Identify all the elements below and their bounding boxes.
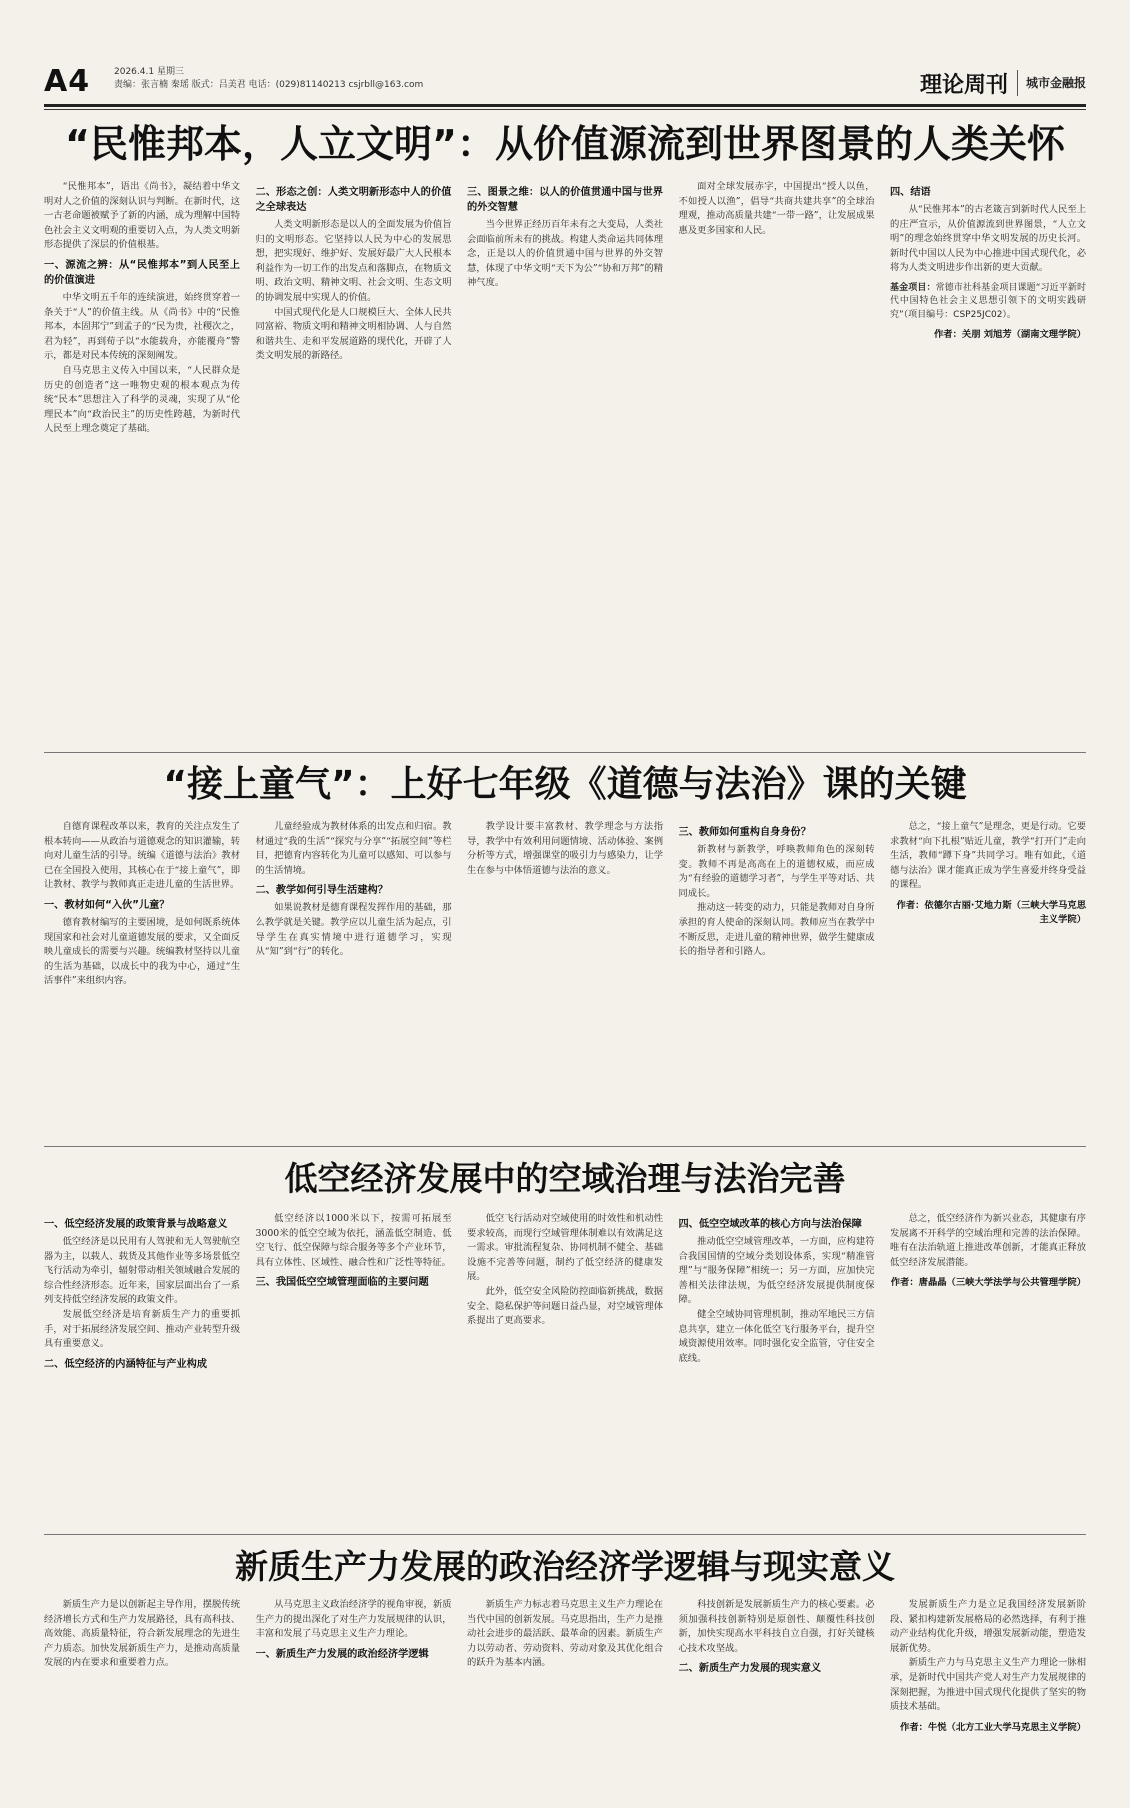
article1-column-5 bbox=[890, 180, 1086, 748]
article4-body bbox=[44, 1598, 1086, 1798]
masthead-meta bbox=[114, 66, 423, 92]
article2-paragraph: 新教材与新教学，呼唤教师角色的深刻转变。教师不再是高高在上的道德权威，而应成为“有经验的道德学习者”，与学生平等对话、共同成长。 bbox=[678, 844, 875, 899]
paper-name: 城市金融报 bbox=[1025, 76, 1086, 90]
article2-body bbox=[44, 820, 1086, 1142]
fund-text: 常德市社科基金项目课题“习近平新时代中国特色社会主义思想引领下的文明实践研究”（项目编号：CSP25JC02）。 bbox=[890, 282, 1086, 320]
article2-column-4 bbox=[679, 820, 875, 1142]
article4-subheading-1: 一、新质生产力发展的政治经济学逻辑 bbox=[255, 1648, 429, 1660]
article2-paragraph: 教学设计要丰富教材、教学理念与方法指导，教学中有效利用问题情境、活动体验、案例分析等方式，增强课堂的吸引力与感染力，让学生在参与中体悟道德与法治的意义。 bbox=[467, 821, 663, 876]
article2-subheading-2: 二、教学如何引导生活建构？ bbox=[255, 885, 388, 897]
article3-paragraph: 低空经济是以民用有人驾驶和无人驾驶航空器为主，以载人、载货及其他作业等多场景低空飞行活动为牵引，辐射带动相关领域融合发展的综合性经济形态。近年来，国家层面出台了一系列支持低空经济发展的政策文件。 bbox=[44, 1236, 240, 1306]
page-number: A4 bbox=[44, 64, 91, 99]
article3-column-4 bbox=[679, 1212, 875, 1530]
article3-paragraph: 发展低空经济是培育新质生产力的重要抓手，对于拓展经济发展空间、推动产业转型升级具有重要意义。 bbox=[44, 1308, 240, 1350]
article4-author: 作者：牛悦（北方工业大学马克思主义学院） bbox=[900, 1721, 1086, 1733]
article2-paragraph: 如果说教材是德育课程发挥作用的基础，那么教学就是关键。教学应以儿童生活为起点，引导学生在真实情境中进行道德学习，实现从“知”到“行”的转化。 bbox=[255, 902, 452, 958]
article1-subheading-1: 一、源流之辨：从“民惟邦本”到人民至上的价值演进 bbox=[44, 259, 240, 286]
article4-paragraph: 新质生产力是以创新起主导作用，摆脱传统经济增长方式和生产力发展路径，具有高科技、高效能、高质量特征，符合新发展理念的先进生产力质态。加快发展新质生产力，是推动高质量发展的内在要求和重要着力点。 bbox=[44, 1599, 240, 1669]
article3-paragraph: 健全空域协同管理机制，推动军地民三方信息共享，建立一体化低空飞行服务平台，提升空域资源使用效率。同时强化安全监管，守住安全底线。 bbox=[678, 1308, 875, 1364]
article2-paragraph: 自德育课程改革以来，教育的关注点发生了根本转向——从政治与道德观念的知识灌输，转向对儿童生活的引导。统编《道德与法治》教材已在全国投入使用，其核心在于“接上童气”，即让教材、教学与教师真正走进儿童的生活世界。 bbox=[44, 821, 240, 891]
article2-column-1 bbox=[44, 820, 240, 1142]
fund-label: 基金项目： bbox=[890, 282, 936, 293]
article3-subheading-1: 一、低空经济发展的政策背景与战略意义 bbox=[44, 1219, 228, 1230]
article3-column-5 bbox=[890, 1212, 1086, 1530]
article-divider bbox=[44, 1534, 1086, 1535]
masthead-separator bbox=[1017, 70, 1018, 96]
article-divider bbox=[44, 1146, 1086, 1147]
article3-paragraph: 推动低空空域管理改革，一方面，应构建符合我国国情的空域分类划设体系，实现“精准管理”与“服务保障”相统一；另一方面，应加快完善相关法律法规，为低空经济发展提供制度保障。 bbox=[678, 1236, 875, 1306]
article3-paragraph: 总之，低空经济作为新兴业态，其健康有序发展离不开科学的空域治理和完善的法治保障。唯有在法治轨道上推进改革创新，才能真正释放低空经济发展潜能。 bbox=[890, 1213, 1086, 1268]
article2-paragraph: 儿童经验成为教材体系的出发点和归宿。教材通过“我的生活”“探究与分享”“拓展空间”等栏目，把德育内容转化为儿童可以感知、可以参与的生活情境。 bbox=[255, 821, 452, 876]
article1-column-1 bbox=[44, 180, 240, 748]
article3-headline: 低空经济发展中的空域治理与法治完善 bbox=[284, 1159, 846, 1198]
issue-date: 2026.4.1 星期三 bbox=[114, 67, 184, 77]
article3-author: 作者：唐晶晶（三峡大学法学与公共管理学院） bbox=[890, 1277, 1086, 1289]
article3-column-3 bbox=[467, 1212, 663, 1530]
article1-subheading-2: 二、形态之创：人类文明新形态中人的价值之全球表达 bbox=[255, 187, 452, 213]
article4-headline: 新质生产力发展的政治经济学逻辑与现实意义 bbox=[235, 1547, 895, 1586]
article1-paragraph: 当今世界正经历百年未有之大变局，人类社会面临前所未有的挑战。构建人类命运共同体理念，正是以人的价值贯通中国与世界的外交智慧，体现了中华文明“天下为公”“协和万邦”的精神气度。 bbox=[467, 219, 663, 289]
article1-column-2 bbox=[256, 180, 452, 748]
section-title: 理论周刊 bbox=[919, 73, 1008, 98]
article3-subheading-3: 三、我国低空空域管理面临的主要问题 bbox=[255, 1277, 429, 1289]
article3-body bbox=[44, 1212, 1086, 1530]
article3-subheading-4: 四、低空空域改革的核心方向与法治保障 bbox=[678, 1219, 862, 1230]
article2-paragraph: 德育教材编写的主要困境，是如何既系统体现国家和社会对儿童道德发展的要求，又全面反映儿童成长的需要与兴趣。统编教材坚持以儿童的生活为基础，以成长中的我为中心，通过“生活事件”来组织内容。 bbox=[44, 916, 240, 987]
article4-subheading-2: 二、新质生产力发展的现实意义 bbox=[678, 1663, 822, 1675]
article4-paragraph: 发展新质生产力是立足我国经济发展新阶段、紧扣构建新发展格局的必然选择，有利于推动产业结构优化升级，增强发展新动能，塑造发展新优势。 bbox=[890, 1599, 1086, 1654]
article4-column-1 bbox=[44, 1598, 240, 1798]
article2-subheading-3: 三、教师如何重构自身身份？ bbox=[678, 827, 811, 838]
article2-column-5 bbox=[890, 820, 1086, 1142]
article3-paragraph: 低空飞行活动对空域使用的时效性和机动性要求较高，而现行空域管理体制难以有效满足这一需求。审批流程复杂、协同机制不健全、基础设施不完善等问题，制约了低空经济的健康发展。 bbox=[467, 1213, 663, 1283]
article4-paragraph: 新质生产力与马克思主义生产力理论一脉相承，是新时代中国共产党人对生产力发展规律的深刻把握，为推进中国式现代化提供了坚实的物质技术基础。 bbox=[890, 1657, 1086, 1713]
article1-paragraph: 从“民惟邦本”的古老箴言到新时代人民至上的庄严宣示，从价值源流到世界图景，“人立文明”的理念始终贯穿中华文明发展的历史长河。新时代中国以人民为中心推进中国式现代化，必将为人类文明进步作出新的更大贡献。 bbox=[890, 204, 1086, 274]
article2-subheading-1: 一、教材如何“入伙”儿童？ bbox=[44, 899, 170, 911]
article4-column-2 bbox=[256, 1598, 452, 1798]
article4-column-3 bbox=[467, 1598, 663, 1798]
article1-column-3 bbox=[467, 180, 663, 748]
article-divider bbox=[44, 752, 1086, 753]
article4-column-4 bbox=[679, 1598, 875, 1798]
article3-column-2 bbox=[256, 1212, 452, 1530]
article1-intro: “民惟邦本”，语出《尚书》，凝结着中华文明对人之价值的深刻认识与判断。在新时代，这一古老命题被赋予了新的内涵，成为理解中国特色社会主义文明观的重要切入点，为人类文明新形态提供了深层的价值根基。 bbox=[44, 181, 240, 251]
article4-paragraph: 新质生产力标志着马克思主义生产力理论在当代中国的创新发展。马克思指出，生产力是推动社会进步的最活跃、最革命的因素。新质生产力以劳动者、劳动资料、劳动对象及其优化组合的跃升为基本内涵。 bbox=[467, 1599, 663, 1669]
article2-headline: “接上童气”：上好七年级《道德与法治》课的关键 bbox=[163, 764, 967, 805]
masthead-rule bbox=[44, 104, 1086, 107]
article4-paragraph: 从马克思主义政治经济学的视角审视，新质生产力的提出深化了对生产力发展规律的认识，丰富和发展了马克思主义生产力理论。 bbox=[255, 1599, 452, 1640]
article3-column-1 bbox=[44, 1212, 240, 1530]
masthead-rule-thin bbox=[44, 109, 1086, 110]
article4-paragraph: 科技创新是发展新质生产力的核心要素。必须加强科技创新特别是原创性、颠覆性科技创新，加快实现高水平科技自立自强，打好关键核心技术攻坚战。 bbox=[678, 1599, 875, 1654]
article1-paragraph: 自马克思主义传入中国以来，“人民群众是历史的创造者”这一唯物史观的根本观点为传统“民本”思想注入了科学的灵魂，实现了从“伦理民本”向“政治民主”的历史性跨越，为新时代人民至上理念奠定了基础。 bbox=[44, 364, 240, 435]
editor-line: 责编：张言楠 秦瑶 版式：吕美君 电话：(029)81140213 csjrbll@163.com bbox=[114, 80, 424, 90]
article1-author: 作者：关朋 刘旭芳（湖南文理学院） bbox=[934, 329, 1086, 341]
article1-body bbox=[44, 180, 1086, 748]
article1-paragraph: 中国式现代化是人口规模巨大、全体人民共同富裕、物质文明和精神文明相协调、人与自然和谐共生、走和平发展道路的现代化，开辟了人类文明发展的新路径。 bbox=[255, 306, 452, 362]
article3-paragraph: 此外，低空安全风险防控面临新挑战，数据安全、隐私保护等问题日益凸显，对空域管理体系提出了更高要求。 bbox=[467, 1285, 663, 1327]
article1-subheading-3: 三、图景之维：以人的价值贯通中国与世界的外交智慧 bbox=[467, 187, 663, 213]
article4-column-5 bbox=[890, 1598, 1086, 1798]
article2-author: 作者：依德尔古丽·艾地力斯（三峡大学马克思主义学院） bbox=[896, 899, 1086, 925]
article1-paragraph: 面对全球发展赤字，中国提出“授人以鱼，不如授人以渔”，倡导“共商共建共享”的全球治理观，推动高质量共建“一带一路”，让发展成果惠及更多国家和人民。 bbox=[678, 181, 875, 236]
article2-paragraph: 总之，“接上童气”是理念，更是行动。它要求教材“向下扎根”贴近儿童，教学“打开门”走向生活，教师“蹲下身”共同学习。唯有如此，《道德与法治》课才能真正成为学生喜爱并终身受益的课程。 bbox=[890, 821, 1086, 891]
article1-subheading-4: 四、结语 bbox=[890, 187, 931, 198]
article3-subheading-2: 二、低空经济的内涵特征与产业构成 bbox=[44, 1358, 207, 1370]
article1-fund-note bbox=[890, 282, 1086, 323]
article1-column-4 bbox=[679, 180, 875, 748]
article2-paragraph: 推动这一转变的动力，只能是教师对自身所承担的育人使命的深刻认同。教师应当在教学中不断反思，走进儿童的精神世界，做学生健康成长的指导者和引路人。 bbox=[678, 902, 875, 958]
article2-column-2 bbox=[256, 820, 452, 1142]
article3-paragraph: 低空经济以1000米以下，按需可拓展至3000米的低空空域为依托，涵盖低空制造、低空飞行、低空保障与综合服务等多个产业环节，具有立体性、区域性、融合性和广泛性等特征。 bbox=[255, 1213, 452, 1268]
article2-column-3 bbox=[467, 820, 663, 1142]
article1-paragraph: 中华文明五千年的连续演进，始终贯穿着一条关于“人”的价值主线。从《尚书》中的“民惟邦本，本固邦宁”到孟子的“民为贵，社稷次之，君为轻”，再到荀子以“水能载舟，亦能覆舟”警示，都是对民本传统的深刻阐发。 bbox=[44, 291, 240, 362]
article1-headline: “民惟邦本，人立文明”：从价值源流到世界图景的人类关怀 bbox=[65, 122, 1065, 166]
article1-paragraph: 人类文明新形态是以人的全面发展为价值旨归的文明形态。它坚持以人民为中心的发展思想，把实现好、维护好、发展好最广大人民根本利益作为一切工作的出发点和落脚点，在物质文明、政治文明、精神文明、社会文明、生态文明的协调发展中实现人的价值。 bbox=[255, 219, 452, 303]
